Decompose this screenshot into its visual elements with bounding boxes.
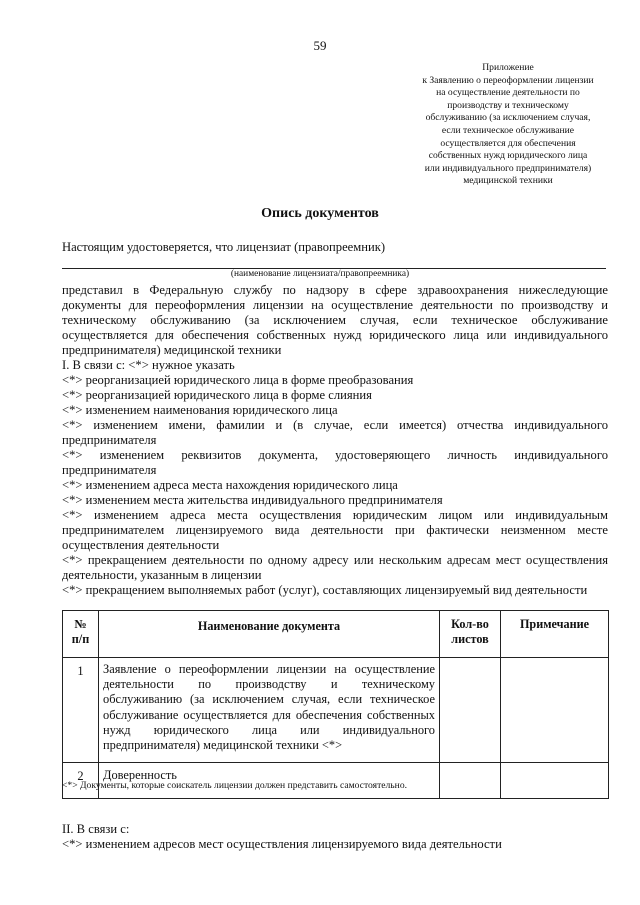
appendix-note (390, 62, 626, 188)
body-line: предпринимателя) медицинской техники (62, 343, 282, 357)
reason-item: <*> прекращением выполняемых работ (услуг), составляющих лицензируемый вид деятельности (62, 583, 588, 597)
appendix-line: если техническое обслуживание (441, 124, 575, 136)
row-name-line: обслуживанию (за исключением случая, если техническое (103, 692, 435, 707)
appendix-line: на осуществление деятельности по (436, 87, 580, 99)
row-number: 2 (63, 763, 99, 799)
section2-item: <*> изменением адресов мест осуществления лицензируемого вида деятельности (62, 837, 502, 851)
reason-item: <*> прекращением деятельности по одному адресу или нескольким адресам мест осуществления (62, 553, 608, 567)
row-name-line: Заявление о переоформлении лицензии на осуществление (103, 662, 435, 676)
reason-item: <*> изменением адреса места нахождения юридического лица (62, 478, 398, 492)
header-number (63, 611, 99, 658)
row-note (501, 763, 609, 799)
row-name-line: предпринимателя) медицинской техники <*> (103, 738, 343, 753)
reason-item-cont: предпринимателя (62, 433, 157, 447)
reason-item: <*> реорганизацией юридического лица в форме преобразования (62, 373, 414, 387)
body-line: осуществляется для обеспечения собственных нужд юридического лица или индивидуального (62, 328, 608, 342)
document-title: Опись документов (261, 206, 379, 221)
appendix-line: медицинской техники (463, 175, 553, 187)
table-footnote: <*> Документы, которые соискатель лицензии должен представить самостоятельно. (62, 780, 408, 791)
reason-item-cont: предпринимателя (62, 463, 157, 477)
row-name-line: обслуживание осуществляется для обеспечения собственных (103, 707, 435, 722)
section1-heading: I. В связи с: <*> нужное указать (62, 358, 235, 372)
header-qty-line: листов (451, 632, 489, 646)
appendix-line: Приложение (482, 62, 534, 73)
body-line: представил в Федеральную службу по надзору в сфере здравоохранения нижеследующие (62, 283, 608, 297)
reason-item: <*> изменением адреса места осуществления юридическим лицом или индивидуальным (62, 508, 608, 522)
row-note (501, 658, 609, 763)
reason-item: <*> изменением места жительства индивидуального предпринимателя (62, 493, 443, 507)
intro-text: Настоящим удостоверяется, что лицензиат (правопреемник) (62, 240, 386, 254)
appendix-line: или индивидуального предпринимателя) (424, 162, 592, 174)
reason-item-cont: предпринимателем лицензируемого вида деятельности при фактически неизменном месте (62, 523, 608, 537)
table-row (63, 658, 609, 763)
appendix-line: к Заявлению о переоформлении лицензии (422, 74, 594, 86)
row-name-line: Доверенность (103, 768, 177, 782)
appendix-line: производству и техническому (447, 99, 569, 111)
header-sheet-count (440, 611, 501, 658)
table-header-row (63, 611, 609, 658)
body-line: техническому обслуживанию (за исключением случая, если техническое обслуживание (62, 313, 608, 327)
name-fill-caption: (наименование лицензиата/правопреемника) (230, 269, 410, 279)
reason-item: <*> реорганизацией юридического лица в форме слияния (62, 388, 372, 402)
row-name-line: деятельности по производству и техническому (103, 677, 435, 692)
page-number: 59 (313, 38, 327, 53)
reason-item: <*> изменением наименования юридического лица (62, 403, 338, 417)
header-note: Примечание (501, 611, 609, 658)
section2-heading: II. В связи с: (62, 822, 130, 836)
appendix-line: осуществляется для обеспечения (440, 137, 576, 149)
reason-item: <*> изменением реквизитов документа, удостоверяющего личность индивидуального (62, 448, 608, 462)
header-qty-line: Кол-во (451, 617, 489, 631)
documents-table (62, 610, 609, 799)
appendix-line: обслуживанию (за исключением случая, (425, 112, 591, 124)
header-number-line: № (74, 617, 87, 631)
row-sheet-count (440, 658, 501, 763)
row-name-line: нужд юридического лица или индивидуального (103, 722, 435, 737)
reason-item-cont: деятельности, указанным в лицензии (62, 568, 262, 582)
reason-item-cont: осуществления деятельности (62, 538, 220, 552)
header-document-name: Наименование документа (99, 611, 440, 658)
row-number: 1 (63, 658, 99, 763)
body-line: документы для переоформления лицензии на осуществление деятельности по производству и (62, 298, 608, 312)
reason-item: <*> изменением имени, фамилии и (в случае, если имеется) отчества индивидуального (62, 418, 608, 432)
row-sheet-count (440, 763, 501, 799)
row-document-name (99, 658, 440, 763)
appendix-line: собственных нужд юридического лица (428, 150, 588, 162)
header-number-line: п/п (71, 632, 90, 646)
